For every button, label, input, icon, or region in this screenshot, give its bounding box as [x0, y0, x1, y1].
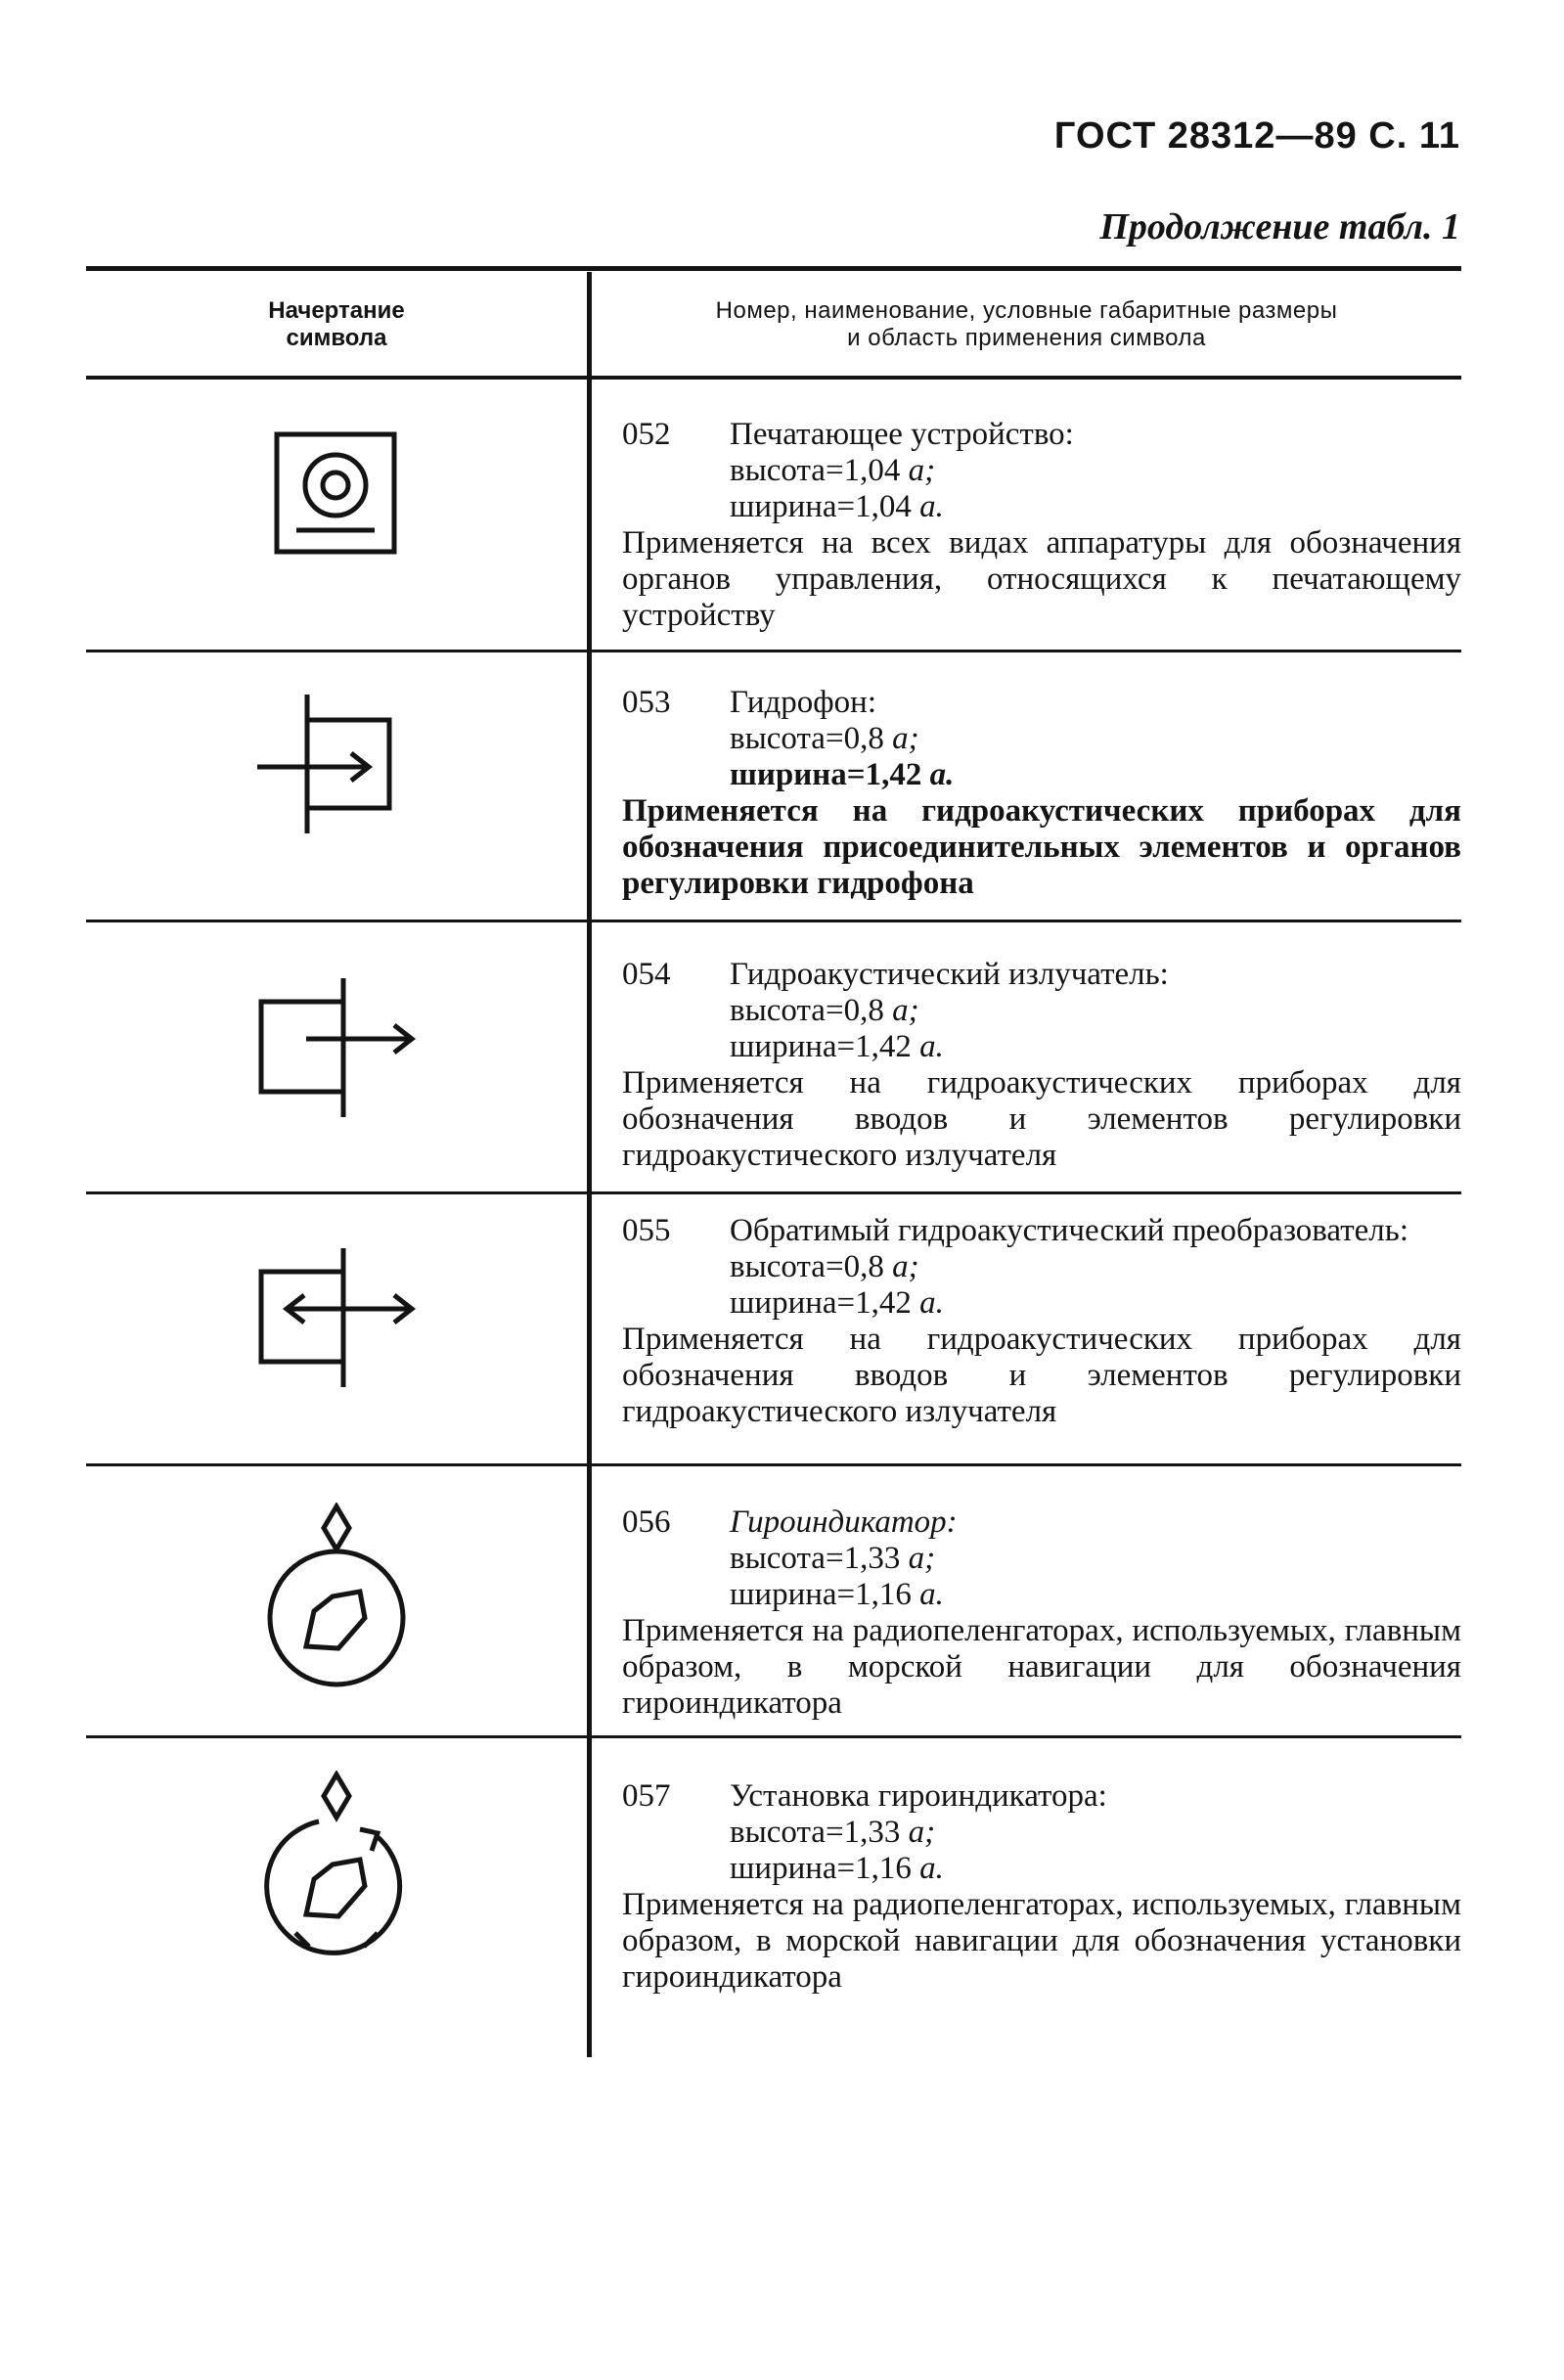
table-row-054: [622, 957, 1461, 1174]
row-usage: Применяется на гидроакустических приборах для обозначения вводов и элементов регулировки гидроакустического излучателя: [622, 1322, 1461, 1429]
table-top-rule: [86, 266, 1461, 271]
row-width: ширина=1,04 a.: [730, 489, 944, 524]
row-width: ширина=1,42 a.: [730, 1029, 944, 1064]
row-name: Гидроакустический излучатель:: [730, 957, 1169, 992]
row-width: ширина=1,42 a.: [730, 1285, 944, 1321]
table-row-056: [622, 1504, 1461, 1722]
symbol-cell-052: [86, 430, 587, 558]
row-usage: Применяется на гидроакустических приборах для обозначения присоединительных элементов и органов регулировки гидрофона: [622, 793, 1461, 901]
row-height: высота=0,8 a;: [730, 721, 919, 756]
table-column-separator: [587, 272, 592, 2057]
row-usage: Применяется на всех видах аппаратуры для обозначения органов управления, относящихся к печатающему устройству: [622, 525, 1461, 633]
row-usage: Применяется на радиопеленгаторах, используемых, главным образом, в морской навигации для обозначения установки гироиндикатора: [622, 1887, 1461, 1995]
row-number: 055: [622, 1213, 671, 1248]
row-height: высота=0,8 a;: [730, 1249, 919, 1284]
symbol-cell-056: [86, 1503, 587, 1698]
row-divider: [86, 650, 1461, 652]
page-header: ГОСТ 28312—89 С. 11: [1053, 115, 1460, 157]
row-number: 053: [622, 685, 671, 720]
gyro-indicator-icon: [258, 1503, 415, 1698]
row-width: ширина=1,42 a.: [730, 757, 955, 792]
row-divider: [86, 1463, 1461, 1466]
table-row-055: [622, 1213, 1461, 1430]
symbol-cell-057: [86, 1771, 587, 1966]
gyro-indicator-setting-icon: [258, 1771, 415, 1966]
row-name: Установка гироиндикатора:: [730, 1778, 1107, 1814]
hydrophone-icon: [253, 691, 420, 837]
symbol-cell-055: [86, 1244, 587, 1391]
row-name: Печатающее устройство:: [730, 417, 1074, 452]
symbol-cell-053: [86, 691, 587, 837]
row-number: 057: [622, 1778, 671, 1814]
row-divider: [86, 1191, 1461, 1194]
row-divider: [86, 1735, 1461, 1738]
row-number: 056: [622, 1504, 671, 1540]
row-height: высота=1,04 a;: [730, 453, 936, 488]
row-width: ширина=1,16 a.: [730, 1577, 944, 1612]
symbol-cell-054: [86, 974, 587, 1121]
row-height: высота=1,33 a;: [730, 1815, 936, 1850]
row-width: ширина=1,16 a.: [730, 1851, 944, 1886]
table-row-052: [622, 417, 1461, 634]
row-divider: [86, 920, 1461, 922]
column-header-description: Номер, наименование, условные габаритные размеры и область применения символа: [715, 297, 1338, 351]
row-number: 054: [622, 957, 671, 992]
row-number: 052: [622, 417, 671, 452]
hydroacoustic-emitter-icon: [253, 974, 420, 1121]
row-name: Обратимый гидроакустический преобразователь:: [730, 1213, 1408, 1248]
table-row-053: [622, 685, 1461, 902]
reversible-transducer-icon: [253, 1244, 420, 1391]
row-height: высота=0,8 a;: [730, 993, 919, 1028]
row-name: Гироиндикатор:: [730, 1504, 958, 1540]
row-name: Гидрофон:: [730, 685, 876, 720]
table-row-057: [622, 1778, 1461, 1996]
row-height: высота=1,33 a;: [730, 1541, 936, 1576]
table-continuation-label: Продолжение табл. 1: [1099, 206, 1460, 247]
column-header-symbol: Начертание символа: [268, 297, 405, 351]
header-bottom-rule: [86, 376, 1461, 380]
printer-icon: [273, 430, 400, 558]
row-usage: Применяется на гидроакустических приборах для обозначения вводов и элементов регулировки гидроакустического излучателя: [622, 1065, 1461, 1173]
row-usage: Применяется на радиопеленгаторах, используемых, главным образом, в морской навигации для обозначения гироиндикатора: [622, 1613, 1461, 1721]
